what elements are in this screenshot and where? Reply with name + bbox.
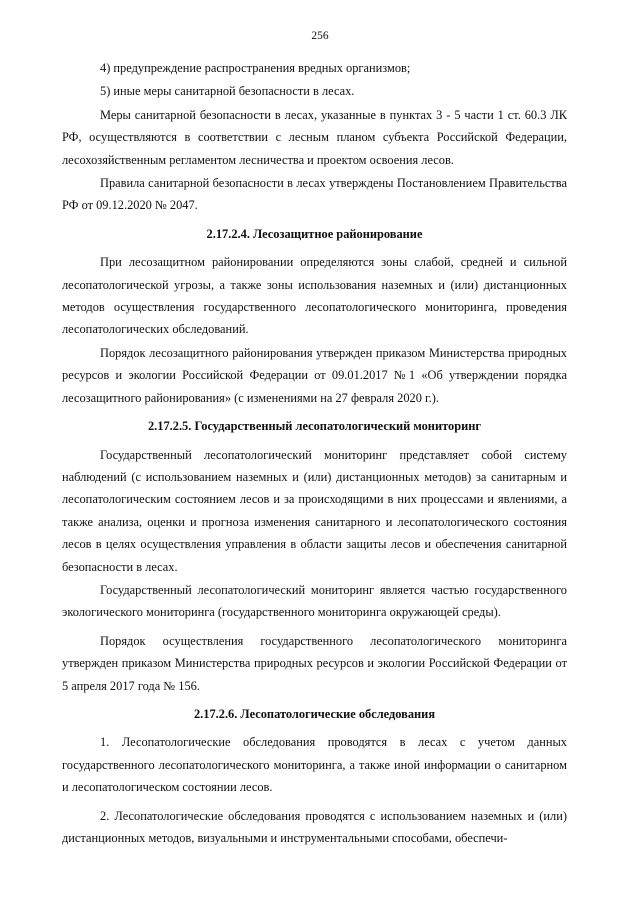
- document-body: [62, 57, 567, 850]
- list-item-other-measures: 5) иные меры санитарной безопасности в лесах.: [100, 84, 355, 99]
- paragraph-monitoring-order: Порядок осуществления государственного лесопатологического мониторинга утвержден приказом Министерства природных ресурсов и экологии Российской Федерации от 5 апреля 2017 года № 156.: [62, 633, 567, 693]
- paragraph-sanitary-rules: Правила санитарной безопасности в лесах утверждены Постановлением Правительства РФ от 09.12.2020 № 2047.: [62, 176, 567, 213]
- paragraph-surveys-item-1: 1. Лесопатологические обследования проводятся в лесах с учетом данных государственного лесопатологического мониторинга, а также иной информации о санитарном и лесопатологическом состоянии лесов.: [62, 735, 567, 795]
- page-number: 256: [311, 30, 329, 42]
- section-heading-pathology-surveys: 2.17.2.6. Лесопатологические обследования: [193, 706, 436, 721]
- section-heading-state-monitoring: 2.17.2.5. Государственный лесопатологический мониторинг: [147, 419, 482, 434]
- paragraph-surveys-item-2: 2. Лесопатологические обследования проводятся с использованием наземных и (или) дистанционных методов, визуальными и инструментальными способами, обеспечи-: [62, 808, 567, 845]
- section-heading-forest-protection-zoning: 2.17.2.4. Лесозащитное районирование: [206, 226, 423, 241]
- paragraph-zoning-order: Порядок лесозащитного районирования утвержден приказом Министерства природных ресурсов и экологии Российской Федерации от 09.01.2017 №1 «Об утверждении порядка лесозащитного районирования» (с изменениями на 27 февраля 2020 г.).: [62, 345, 567, 405]
- paragraph-monitoring-definition: Государственный лесопатологический мониторинг представляет собой систему наблюдений (с использованием наземных и (или) дистанционных методов) за санитарным и лесопатологическим состоянием лесов и за происходящими в них процессами и явлениями, а также анализа, оценки и прогноза изменения санитарного и лесопатологического состояния лесов в целях осуществления управления в области защиты лесов и обеспечения санитарной безопасности в лесах.: [62, 447, 567, 574]
- paragraph-monitoring-part-of: Государственный лесопатологический мониторинг является частью государственного экологического мониторинга (государственного мониторинга окружающей среды).: [62, 582, 567, 620]
- list-item-pest-prevention: 4) предупреждение распространения вредных организмов;: [100, 61, 411, 75]
- paragraph-zoning-definition: При лесозащитном районировании определяются зоны слабой, средней и сильной лесопатологической угрозы, а также зоны использования наземных и (или) дистанционных методов осуществления государственного лесопатологического мониторинга, проведения лесопатологических обследований.: [62, 255, 567, 337]
- paragraph-sanitary-measures: Меры санитарной безопасности в лесах, указанные в пунктах 3 - 5 части 1 ст. 60.3 ЛК РФ, осуществляются в соответствии с лесным планом субъекта Российской Федерации, лесохозяйственным регламентом лесничества и проектом освоения лесов.: [62, 107, 567, 167]
